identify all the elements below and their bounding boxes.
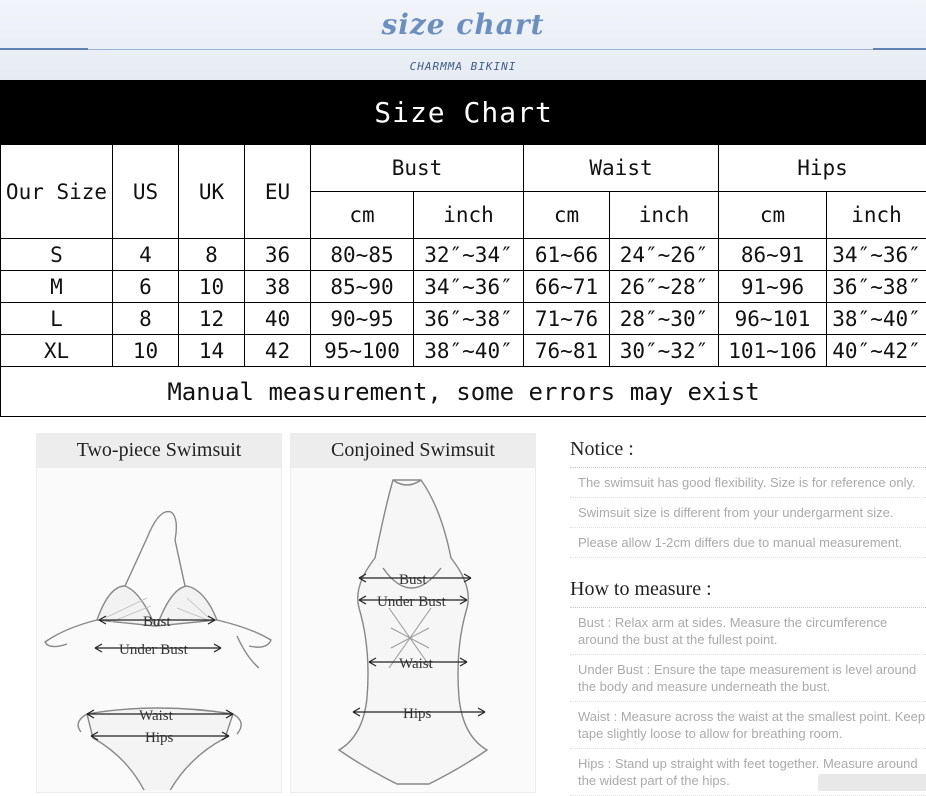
cell-hips-cm: 101~106 bbox=[719, 335, 827, 367]
two-piece-panel bbox=[36, 433, 282, 793]
cell-uk: 14 bbox=[179, 335, 245, 367]
cell-bust-cm: 85~90 bbox=[311, 271, 414, 303]
how-to-item-hips: Hips : Stand up straight with feet together. Measure around the widest part of the hips. bbox=[570, 749, 926, 796]
measurement-note: Manual measurement, some errors may exist bbox=[1, 367, 926, 417]
cell-waist-cm: 61~66 bbox=[524, 239, 610, 271]
two-piece-waist-label: Waist bbox=[139, 708, 174, 724]
conjoined-illustration bbox=[291, 468, 535, 790]
notice-title: Notice : bbox=[570, 438, 926, 468]
how-to-item-waist: Waist : Measure across the waist at the smallest point. Keep tape slightly loose to allow for breathing room. bbox=[570, 702, 926, 749]
header-our-size: Our Size bbox=[1, 145, 113, 239]
table-row bbox=[1, 335, 926, 367]
cell-hips-cm: 96~101 bbox=[719, 303, 827, 335]
banner-rule-middle bbox=[88, 49, 873, 50]
cell-waist-inch: 28″~30″ bbox=[610, 303, 719, 335]
cell-waist-inch: 24″~26″ bbox=[610, 239, 719, 271]
how-to-item-under-bust: Under Bust : Ensure the tape measurement is level around the body and measure underneath the bust. bbox=[570, 655, 926, 702]
header-bust: Bust bbox=[311, 145, 524, 192]
how-to-measure-title: How to measure : bbox=[570, 578, 926, 608]
conjoined-bust-label: Bust bbox=[399, 572, 427, 588]
cell-bust-cm: 80~85 bbox=[311, 239, 414, 271]
two-piece-title: Two-piece Swimsuit bbox=[37, 434, 281, 468]
header-waist-inch: inch bbox=[610, 192, 719, 239]
header-hips: Hips bbox=[719, 145, 926, 192]
how-to-item-bust: Bust : Relax arm at sides. Measure the circumference around the bust at the fullest point. bbox=[570, 608, 926, 655]
cell-eu: 40 bbox=[245, 303, 311, 335]
cell-size: L bbox=[1, 303, 113, 335]
cell-bust-cm: 95~100 bbox=[311, 335, 414, 367]
notice-item: Swimsuit size is different from your undergarment size. bbox=[570, 498, 926, 528]
banner-rule-left bbox=[0, 48, 88, 50]
two-piece-illustration bbox=[37, 468, 281, 790]
header-bust-cm: cm bbox=[311, 192, 414, 239]
cell-hips-inch: 34″~36″ bbox=[827, 239, 926, 271]
cell-eu: 36 bbox=[245, 239, 311, 271]
header-us: US bbox=[113, 145, 179, 239]
header-waist-cm: cm bbox=[524, 192, 610, 239]
cell-eu: 42 bbox=[245, 335, 311, 367]
header-eu: EU bbox=[245, 145, 311, 239]
cell-hips-inch: 38″~40″ bbox=[827, 303, 926, 335]
cell-waist-cm: 66~71 bbox=[524, 271, 610, 303]
cell-us: 10 bbox=[113, 335, 179, 367]
corner-tab bbox=[818, 774, 926, 791]
cell-uk: 8 bbox=[179, 239, 245, 271]
header-hips-cm: cm bbox=[719, 192, 827, 239]
header-banner bbox=[0, 0, 926, 80]
cell-bust-inch: 32″~34″ bbox=[414, 239, 524, 271]
cell-waist-inch: 26″~28″ bbox=[610, 271, 719, 303]
size-table bbox=[0, 80, 926, 417]
cell-waist-inch: 30″~32″ bbox=[610, 335, 719, 367]
cell-waist-cm: 76~81 bbox=[524, 335, 610, 367]
cell-hips-inch: 36″~38″ bbox=[827, 271, 926, 303]
banner-title: size chart bbox=[0, 8, 926, 41]
cell-hips-cm: 86~91 bbox=[719, 239, 827, 271]
cell-uk: 10 bbox=[179, 271, 245, 303]
two-piece-hips-label: Hips bbox=[145, 730, 174, 746]
strap-icon bbox=[125, 512, 185, 586]
banner-subtitle: CHARMMA BIKINI bbox=[0, 60, 926, 73]
cell-bust-inch: 38″~40″ bbox=[414, 335, 524, 367]
table-row bbox=[1, 271, 926, 303]
notice-section bbox=[570, 438, 926, 796]
table-row bbox=[1, 239, 926, 271]
conjoined-waist-label: Waist bbox=[399, 656, 434, 672]
header-uk: UK bbox=[179, 145, 245, 239]
cell-bust-inch: 34″~36″ bbox=[414, 271, 524, 303]
conjoined-title: Conjoined Swimsuit bbox=[291, 434, 535, 468]
cell-waist-cm: 71~76 bbox=[524, 303, 610, 335]
conjoined-hips-label: Hips bbox=[403, 706, 432, 722]
conjoined-under-bust-label: Under Bust bbox=[377, 594, 447, 610]
cell-us: 8 bbox=[113, 303, 179, 335]
cell-bust-cm: 90~95 bbox=[311, 303, 414, 335]
table-title: Size Chart bbox=[1, 81, 926, 145]
cell-size: XL bbox=[1, 335, 113, 367]
swimsuit-body-icon bbox=[339, 480, 487, 784]
cell-bust-inch: 36″~38″ bbox=[414, 303, 524, 335]
conjoined-panel bbox=[290, 433, 536, 793]
cell-us: 4 bbox=[113, 239, 179, 271]
notice-item: Please allow 1-2cm differs due to manual measurement. bbox=[570, 528, 926, 558]
two-piece-bust-label: Bust bbox=[143, 614, 171, 630]
cell-us: 6 bbox=[113, 271, 179, 303]
two-piece-under-bust-label: Under Bust bbox=[119, 642, 189, 658]
cell-hips-inch: 40″~42″ bbox=[827, 335, 926, 367]
cell-hips-cm: 91~96 bbox=[719, 271, 827, 303]
cell-uk: 12 bbox=[179, 303, 245, 335]
header-hips-inch: inch bbox=[827, 192, 926, 239]
banner-rule-right bbox=[873, 48, 926, 50]
notice-item: The swimsuit has good flexibility. Size is for reference only. bbox=[570, 468, 926, 498]
cell-eu: 38 bbox=[245, 271, 311, 303]
header-bust-inch: inch bbox=[414, 192, 524, 239]
header-waist: Waist bbox=[524, 145, 719, 192]
table-row bbox=[1, 303, 926, 335]
cell-size: M bbox=[1, 271, 113, 303]
cell-size: S bbox=[1, 239, 113, 271]
